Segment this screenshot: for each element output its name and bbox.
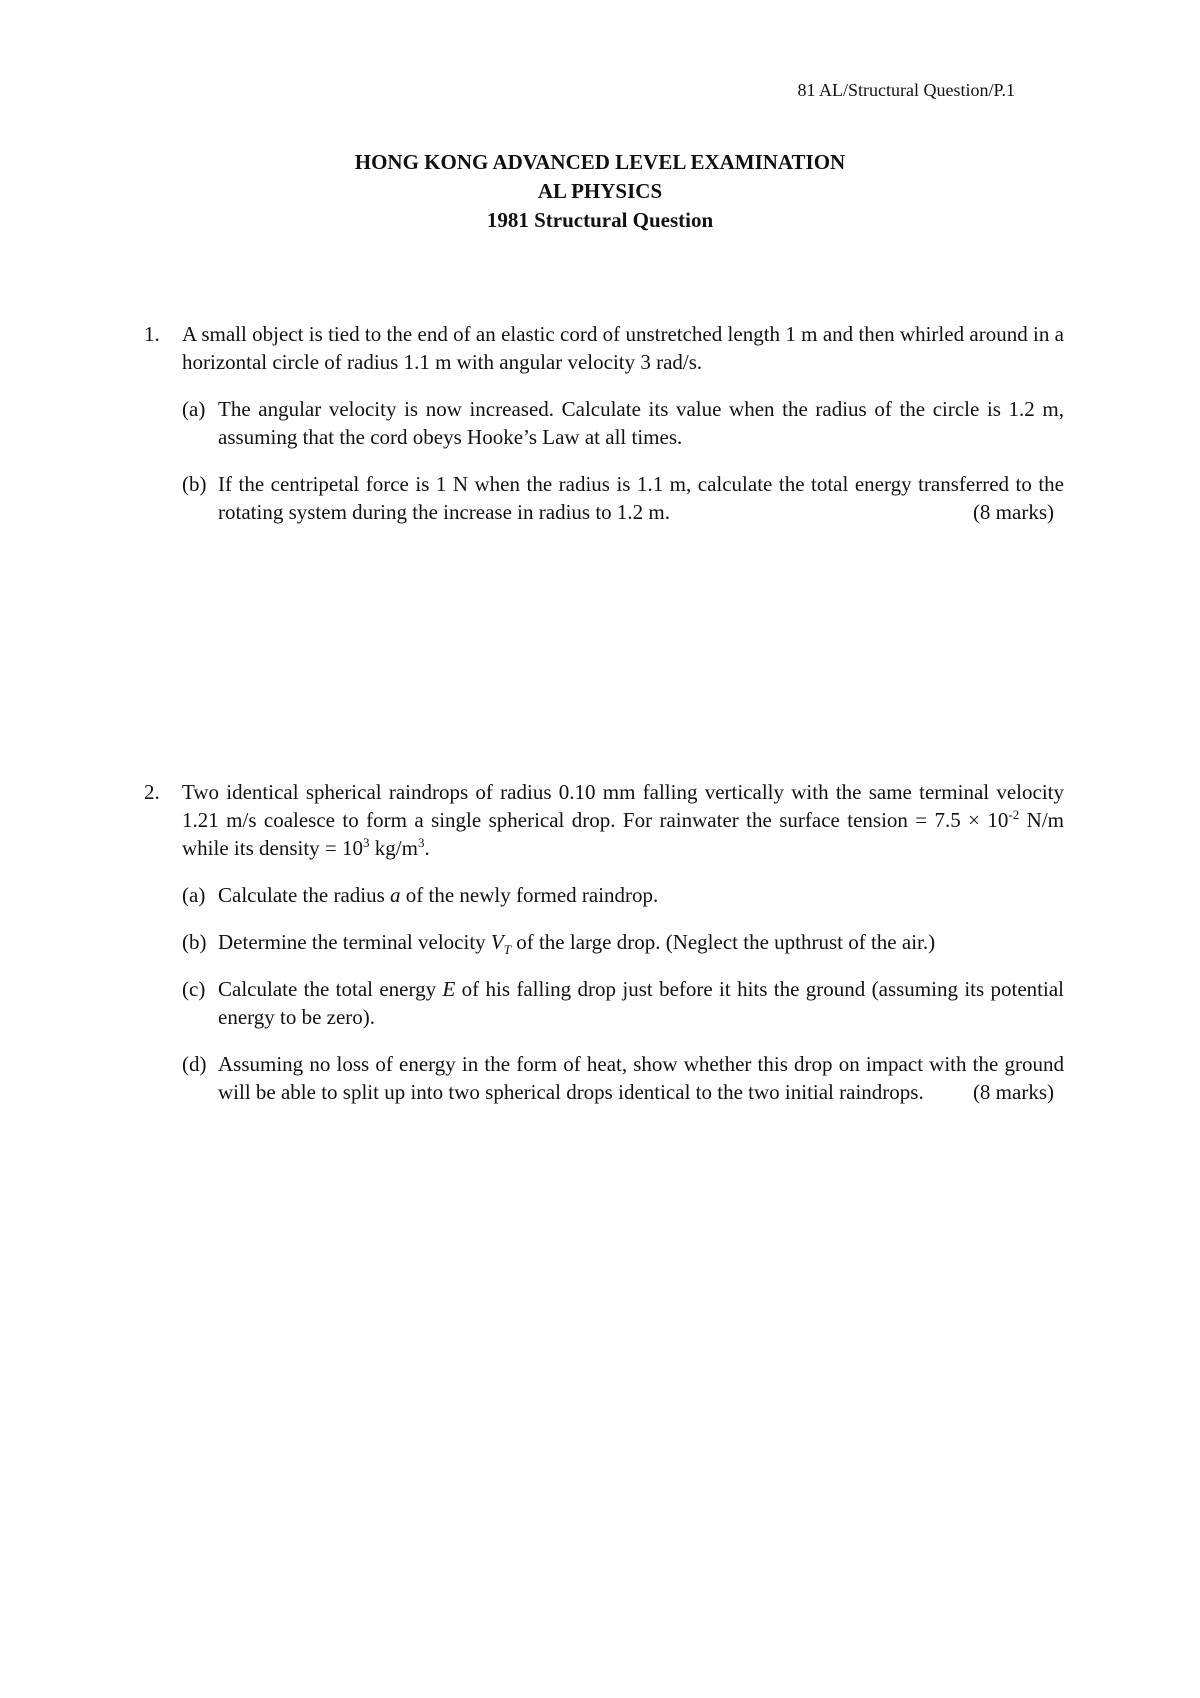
surface-tension-exponent: -2 [1008, 807, 1020, 822]
density-exponent: 3 [363, 835, 370, 850]
variable-v: V [490, 930, 504, 954]
question-1 [144, 320, 1064, 526]
part-label: (d) [182, 1052, 207, 1076]
part-text [218, 881, 1064, 909]
question-1-part-a [182, 395, 1064, 451]
variable-v-subscript: T [503, 942, 511, 958]
part-label: (a) [182, 883, 206, 907]
exam-title: HONG KONG ADVANCED LEVEL EXAMINATION [354, 150, 846, 174]
question-stem [182, 778, 1064, 862]
part-text [218, 975, 1064, 1031]
part-label: (a) [182, 397, 206, 421]
part-a-pre: Calculate the radius [218, 883, 391, 907]
stem-end: . [424, 836, 430, 860]
part-a-post: of the newly formed raindrop. [400, 883, 659, 907]
question-2-part-c [182, 975, 1064, 1031]
exam-header [0, 148, 1200, 235]
stem-mid: N/m while its density = 10 [182, 808, 1064, 860]
unit-exponent: 3 [417, 835, 425, 850]
variable-e: E [442, 977, 456, 1001]
marks-label: (8 marks) [972, 500, 1054, 524]
question-number: 2. [144, 780, 160, 804]
part-b-text: If the centripetal force is 1 N when the radius is 1.1 m, calculate the total energy transferred to the rotating system during the increase in radius to 1.2 m. [218, 472, 1064, 524]
part-text [218, 470, 1064, 526]
variable-a: a [390, 883, 401, 907]
question-stem: A small object is tied to the end of an elastic cord of unstretched length 1 m and then whirled around in a horizontal circle of radius 1.1 m with angular velocity 3 rad/s. [182, 322, 1064, 374]
marks-label: (8 marks) [972, 1080, 1054, 1104]
exam-paper: 1981 Structural Question [486, 208, 714, 232]
page-reference: 81 AL/Structural Question/P.1 [797, 80, 1015, 100]
part-text [218, 928, 1064, 956]
stem-main: Two identical spherical raindrops of radius 0.10 mm falling vertically with the same terminal velocity 1.21 m/s coalesce to form a single spherical drop. For rainwater the surface tension = 7.5 × 10 [182, 780, 1064, 832]
question-2-part-d [182, 1050, 1064, 1106]
exam-subject: AL PHYSICS [537, 179, 663, 203]
part-label: (b) [182, 472, 207, 496]
part-d-text: Assuming no loss of energy in the form of heat, show whether this drop on impact with the ground will be able to split up into two spherical drops identical to the two initial raindrops. [218, 1052, 1064, 1104]
part-text: The angular velocity is now increased. Calculate its value when the radius of the circle is 1.2 m, assuming that the cord obeys Hooke’s Law at all times. [218, 397, 1064, 449]
part-label: (b) [182, 930, 207, 954]
question-2-part-a [182, 881, 1064, 909]
part-b-pre: Determine the terminal velocity [218, 930, 491, 954]
question-number: 1. [144, 322, 160, 346]
part-c-post: of his falling drop just before it hits the ground (assuming its potential energy to be zero). [218, 977, 1064, 1029]
part-label: (c) [182, 977, 206, 1001]
question-2-part-b [182, 928, 1064, 956]
question-2 [144, 778, 1064, 1106]
part-text [218, 1050, 1064, 1106]
part-b-post: of the large drop. (Neglect the upthrust of the air.) [510, 930, 936, 954]
part-c-pre: Calculate the total energy [218, 977, 443, 1001]
question-1-part-b [182, 470, 1064, 526]
stem-unit: kg/m [369, 836, 418, 860]
